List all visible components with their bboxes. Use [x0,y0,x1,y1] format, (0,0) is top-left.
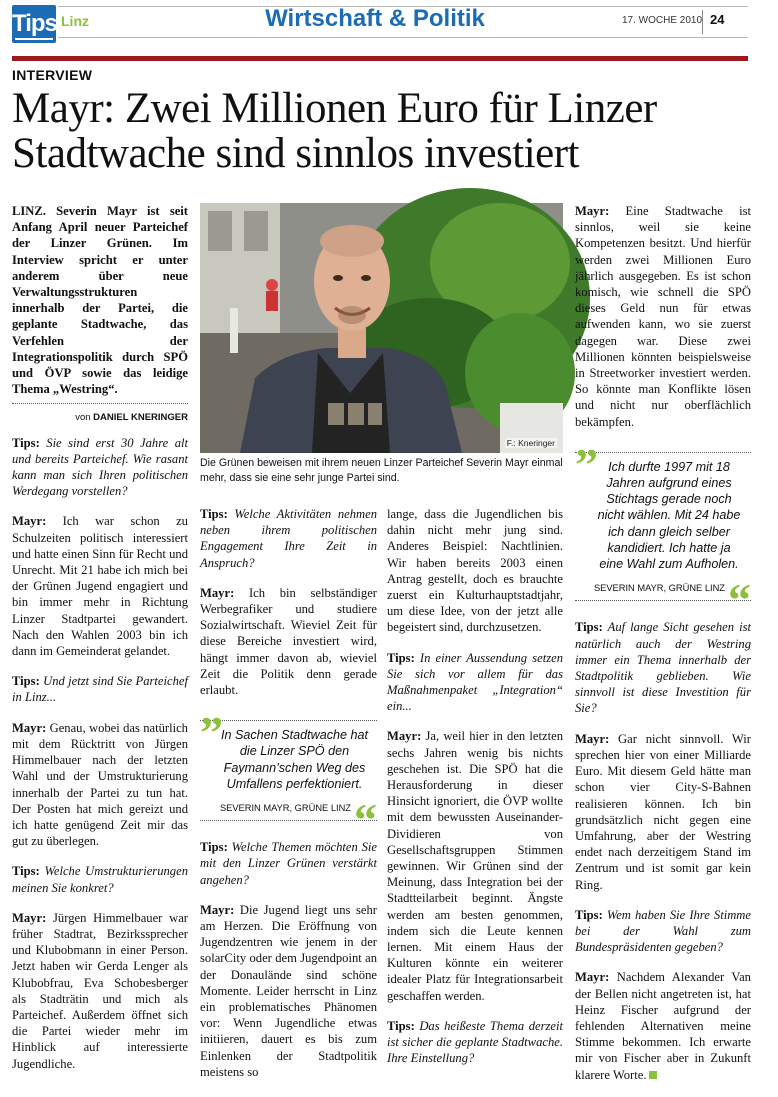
photo-credit: F.: Kneringer [506,438,555,448]
answer [575,969,751,1082]
issue-label: 17. WOCHE 2010 [622,15,703,26]
quote-rule-bottom [575,600,751,601]
byline [12,410,188,426]
dotted-rule [12,403,188,404]
answer [200,585,377,698]
question [575,619,751,716]
answer-text: Ich war schon zu Schulzeiten politisch interessiert und hatte einen Sinn für Recht und Unrecht. Mit 21 habe ich mich bei der Grünen Jugend engagiert und bin immer mehr in Richtung Linzer Stadtpartei gewandert. Nach den Wahlen 2003 bin ich dann im Gemeinderat gelandet. [12,514,188,659]
answer-text: Genau, wobei das natürlich mit dem Rücktritt von Jürgen Himmelbauer nach der letzten Wahl und der Umstrukturierung innerhalb der Partei zu tun hat. Der Posten hat mich gereizt und ich hatte genügend Zeit mir das gut zu überlegen. [12,720,188,849]
tips-label: Tips: [575,620,603,635]
headline: Mayr: Zwei Millionen Euro für Linzer Stadtwache sind sinnlos investiert [12,85,657,177]
question-text: Welche Umstrukturierungen meinen Sie konkret? [12,864,188,895]
byline-name: DANIEL KNERINGER [93,412,188,424]
page-number: 24 [710,12,725,27]
question-text: Sie sind erst 30 Jahre alt und bereits Parteichef. Wie rasant kann man sich Ihren politischen Werdegang vorstellen? [12,435,189,499]
question-text: Und jetzt sind Sie Parteichef in Linz... [12,674,188,705]
answer-text: Jürgen Himmelbauer war früher Stadtrat, Bezirkssprecher und Klubobmann in einer Person. Jetzt haben wir Gerda Lenger als Klubobfrau, Eva Schobesberger als Stadträtin und mich als Parteichef. Außerdem öffnet sich die Partei wieder mehr im Hinblick auf interessierte Jugendliche. [12,910,189,1071]
mayr-label: Mayr: [12,514,47,529]
question [12,435,188,500]
answer [12,513,188,659]
red-divider [12,56,748,61]
answer-text: Ich bin selbständiger Werbegrafiker und studiere Sozialwirtschaft. Wieviel Zeit für diese Bereiche investiert wird, hängt immer davon ab, wieviel Zeit die Politik denn gerade erlaubt. [200,585,377,698]
lead-text: Severin Mayr ist seit Anfang April neuer Parteichef der Linzer Grünen. Im Interview spricht er unter anderem über neue Verwaltungsstrukturen innerhalb der Partei, die geplante Stadtwache, das Verfehlen der Integrationspolitik durch SPÖ und ÖVP sowie das leidige Thema „Westring“. [12,204,188,397]
section-title: Wirtschaft & Politik [265,5,485,32]
mayr-label: Mayr: [575,731,610,746]
question-text: Wem haben Sie Ihre Stimme bei der Wahl zum Bundespräsidenten gegeben? [575,907,751,955]
photo-caption: Die Grünen beweisen mit ihrem neuen Linzer Parteichef Severin Mayr einmal mehr, dass sie eine sehr junge Partei sind. [200,457,563,484]
answer-text: Nachdem Alexander Van der Bellen nicht angetreten ist, hat Heinz Fischer aufgrund der fehlenden Alternativen meine Stimme bekommen. Ich erwarte mir von Fischer aber in Zukunft klarere Worte. [575,970,751,1082]
quote-text: Ich durfte 1997 mit 18 Jahren aufgrund eines Stichtags gerade noch nicht wählen. Mit 24 habe ich dann gleich selber kandidiert. Ich hatte ja eine Wahl zum Aufholen. [597,459,741,572]
quote-open-icon: ” [575,438,598,490]
mayr-label: Mayr: [387,729,422,744]
answer-continued: lange, dass die Jugendlichen bis dahin nicht mehr jung sind. Anderes Beispiel: Nachtlinien. Wir haben bereits 2003 einen Antrag gestellt, doch es brauchte zuerst ein Kulturhauptstadtjahr, um diese Idee, von der jetzt alle begeistert sind, durchzusetzen. [387,507,563,635]
question [200,506,377,571]
page-separator [702,10,703,34]
mayr-label: Mayr: [12,910,47,925]
question-text: In einer Aussendung setzen Sie sich vor allem für das Maßnahmenpaket „Integration“ ein... [387,650,563,714]
mayr-label: Mayr: [575,970,610,985]
mayr-label: Mayr: [200,585,235,600]
lead-paragraph [12,203,188,397]
portrait-photo [200,203,563,453]
region-label: Linz [61,13,89,29]
quote-close-icon: “ [728,574,751,626]
answer [200,902,377,1080]
question [387,650,563,715]
answer [387,728,563,1003]
answer-text: Gar nicht sinnvoll. Wir sprechen hier von einer Milliarde Euro. Mit diesem Geld hätte man schon vier City-S-Bahnen realisieren können. Ich bin grundsätzlich nicht gegen eine Umfahrung, aber der Westring endet nach derzeitigem Stand im Zentrum und ist somit gar kein Ring. [575,731,751,892]
column-5 [575,203,751,1097]
question-text: Das heißeste Thema derzeit ist sicher die geplante Stadtwache. Ihre Einstellung? [387,1018,563,1066]
quote-rule-bottom [200,820,377,821]
tips-label: Tips: [12,864,40,879]
tips-label: Tips: [387,1018,415,1033]
quote-close-icon: “ [354,794,377,846]
header-rule-bottom [58,37,748,38]
question-text: Welche Themen möchten Sie mit den Linzer Grünen verstärkt angehen? [200,840,378,887]
question [387,1018,563,1067]
tips-label: Tips: [387,650,415,665]
question [12,673,188,705]
tips-label: Tips: [200,507,228,521]
question [575,907,751,956]
kicker: INTERVIEW [12,67,93,83]
lead-place: LINZ. [12,204,46,218]
answer [12,720,188,850]
question-text: Auf lange Sicht gesehen ist natürlich auch der Westring immer ein Thema innerhalb der Stadtpolitik geblieben. Wie sinnvoll ist diese Investition für Sie? [575,620,752,716]
answer-text: Ja, weil hier in den letzten sechs Jahren wenig bis nichts geschehen ist. Die SPÖ hat die Herausforderung in dieser Hinsicht ignoriert, die ÖVP wollte mit dem bewussten Auseinander-Dividieren von Gesellschaftsgruppen Stimmen gewinnen. Wir Grünen sind der Meinung, dass Integration bei der Stadtteilarbeit beginnt. Ängste werden am besten genommen, indem sich die Leute kennen lernen. Mit einem Haus der Kulturen könnte ein weiterer idealer Platz für Integrationsarbeit geschaffen werden. [387,729,563,1003]
question [200,839,377,888]
portrait-illustration [200,203,563,453]
answer [12,910,188,1072]
tips-label: Tips: [575,907,603,922]
pull-quote [575,438,751,626]
quote-text: In Sachen Stadtwache hat die Linzer SPÖ den Faymann’schen Weg des Umfallens perfektioniert. [220,728,369,791]
tips-label: Tips: [12,435,40,450]
end-mark-icon [649,1071,657,1079]
mayr-label: Mayr: [200,902,235,917]
answer [575,731,751,893]
mayr-label: Mayr: [12,720,47,735]
column-3 [200,506,377,1094]
column-1 [12,203,188,1086]
answer-text: Die Jugend liegt uns sehr am Herzen. Die Eröffnung von Jugendzentren wie jenem in der solarCity oder dem Jugendpoint an der Donaulände sind schöne Momente. Leider herrscht in Linz ein problematisches Phänomen vor: Wenn Jugendliche etwas initiieren, dauert es bis zum Einlenken der Stadtpolitik meistens so [200,902,377,1079]
byline-prefix: von [75,412,91,424]
tips-label: Tips: [200,840,228,855]
question-text: Welche Aktivitäten nehmen neben ihrem politischen Engagement Ihre Zeit in Anspruch? [200,507,377,570]
quote-source: SEVERIN MAYR, GRÜNE LINZ [593,583,725,594]
column-4 [387,506,563,1081]
quote-open-icon: ” [200,707,223,759]
question [12,863,188,895]
tips-label: Tips: [12,674,40,689]
answer-text: Eine Stadtwache ist sinnlos, weil sie keine Kompetenzen besitzt. Und hierfür werden zwei Millionen Euro jährlich ausgegeben. Es ist schon komisch, wie schnell die SPÖ dieses Geld nun für etwas aufwenden kann, wo sie zuerst dagegen war. Diese zwei Millionen könnten beispielsweise in Streetworker investiert werden. So könnte man Konflikte lösen und nicht nur oberflächlich bekämpfen. [575,204,751,429]
mayr-label: Mayr: [575,204,610,218]
quote-source: SEVERIN MAYR, GRÜNE LINZ [219,803,351,814]
tips-logo: Tips [12,5,56,43]
pull-quote [200,707,377,846]
answer [575,203,751,430]
